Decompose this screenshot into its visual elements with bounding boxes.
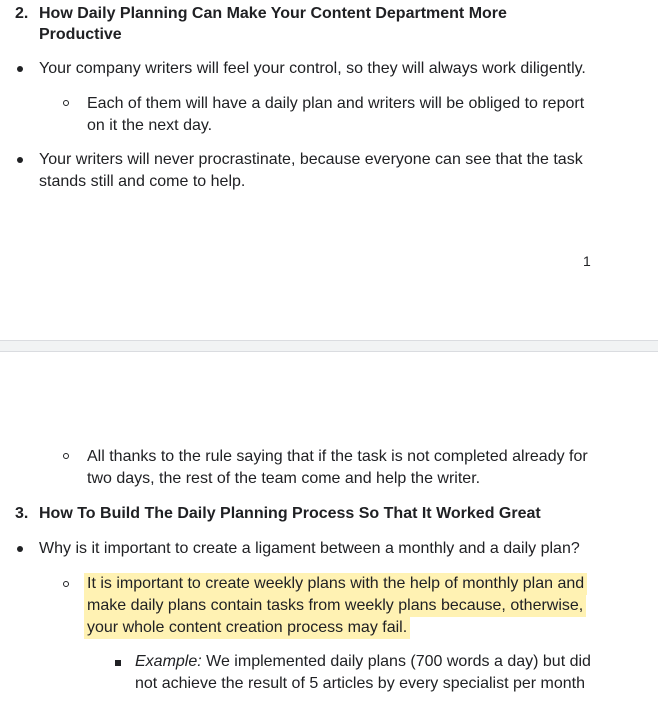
- document-page-1: [0, 0, 658, 340]
- sub-bullet-text: Each of them will have a daily plan and writers will be obliged to report on it the next day.: [87, 95, 585, 134]
- bullet-text: Why is it important to create a ligament between a monthly and a daily plan?: [39, 540, 580, 557]
- bullet-text: Your writers will never procrastinate, because everyone can see that the task stands still and come to help.: [39, 151, 583, 190]
- sub-bullet-text: All thanks to the rule saying that if the task is not completed already for two days, the rest of the team come and help the writer.: [87, 448, 588, 487]
- bullet-circle-icon: [63, 453, 69, 459]
- section-2-number: 2.: [15, 5, 29, 22]
- example-label: Example:: [135, 653, 202, 670]
- bullet-square-icon: [115, 660, 121, 666]
- bullet-circle-icon: [63, 100, 69, 106]
- section-3-number: 3.: [15, 505, 29, 522]
- bullet-disc-icon: [17, 546, 23, 552]
- bullet-circle-icon: [63, 581, 69, 587]
- bullet-disc-icon: [17, 66, 23, 72]
- example-body: We implemented daily plans (700 words a day) but did not achieve the result of 5 articles by every specialist per month: [135, 653, 591, 692]
- page-break: [0, 340, 658, 352]
- text-highlight: It is important to create weekly plans with the help of monthly plan and make daily plans contain tasks from weekly plans because, otherwise, your whole content creation process may fail.: [84, 573, 587, 639]
- section-3-title: How To Build The Daily Planning Process So That It Worked Great: [39, 505, 541, 522]
- highlighted-sub-bullet-text: [87, 573, 592, 639]
- example-text: [135, 651, 610, 695]
- bullet-text: Your company writers will feel your control, so they will always work diligently.: [39, 60, 586, 77]
- page-number: 1: [583, 253, 591, 269]
- section-2-title: How Daily Planning Can Make Your Content Department More Productive: [39, 5, 507, 43]
- document-page-2: [0, 352, 658, 707]
- section-2-heading: [15, 3, 575, 45]
- section-3-heading: [15, 503, 615, 525]
- bullet-disc-icon: [17, 157, 23, 163]
